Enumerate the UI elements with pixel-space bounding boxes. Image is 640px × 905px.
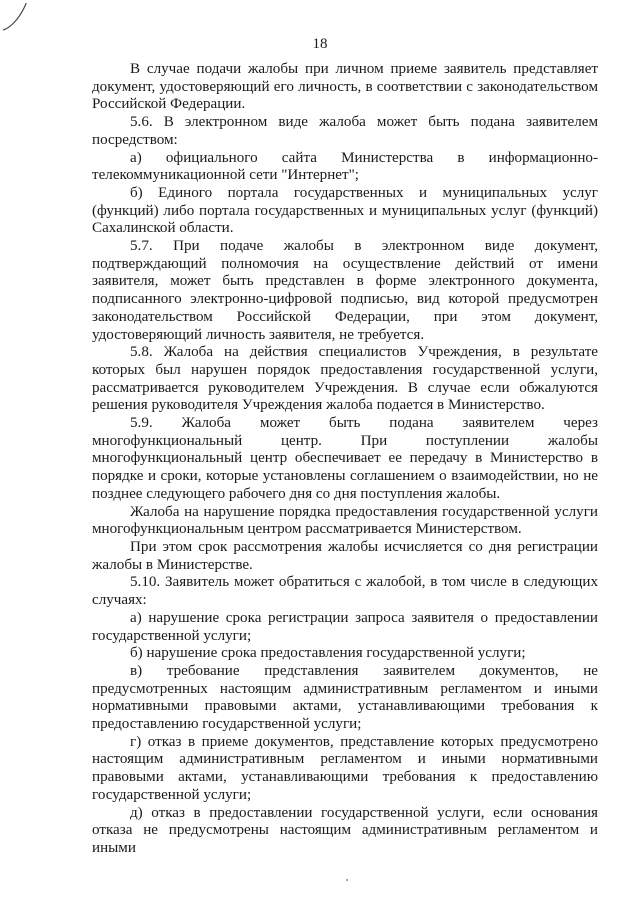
paragraph-5-10-b: б) нарушение срока предоставления государственной услуги;: [130, 645, 526, 662]
paragraph-5-8: 5.8. Жалоба на действия специалистов Учреждения, в результате которых был нарушен порядок предоставления государственной услуги, рассматривается руководителем Учреждения. В случае если обжалуются решения руководителя Учреждения жалоба подается в Министерство.: [92, 344, 598, 414]
paragraph-5-10-d: д) отказ в предоставлении государственной услуги, если основания отказа не предусмотрены настоящим административным регламентом и иными: [92, 804, 598, 856]
scan-speck: [346, 879, 348, 881]
paragraph-mfc-complaint: Жалоба на нарушение порядка предоставления государственной услуги многофункциональным центром рассматривается Министерством.: [92, 503, 598, 538]
paragraph-5-10: 5.10. Заявитель может обратиться с жалобой, в том числе в следующих случаях:: [92, 574, 598, 609]
paragraph-5-6-a: а) официального сайта Министерства в информационно-телекоммуникационной сети "Интернет";: [92, 149, 598, 184]
page-number: 18: [312, 36, 328, 52]
paragraph-5-9: 5.9. Жалоба может быть подана заявителем через многофункциональный центр. При поступлении жалобы многофункциональный центр обеспечивает ее передачу в Министерство в порядке и сроки, которые установлены соглашением о взаимодействии, но не позднее следующего рабочего дня со дня поступления жалобы.: [92, 415, 598, 502]
pen-stroke-mark: [2, 2, 30, 34]
paragraph-5-10-a: а) нарушение срока регистрации запроса заявителя о предоставлении государственной услуги;: [92, 609, 598, 644]
paragraph-personal-complaint: В случае подачи жалобы при личном приеме заявитель представляет документ, удостоверяющий его личность, в соответствии с законодательством Российской Федерации.: [92, 61, 598, 113]
paragraph-5-10-g: г) отказ в приеме документов, представление которых предусмотрено настоящим административным регламентом и иными нормативными правовыми актами, устанавливающими требования к предоставлению государственной услуги;: [92, 733, 598, 803]
paragraph-5-6: 5.6. В электронном виде жалоба может быть подана заявителем посредством:: [92, 114, 598, 148]
document-body: [92, 61, 598, 858]
paragraph-5-6-b: б) Единого портала государственных и муниципальных услуг (функций) либо портала государственных и муниципальных услуг (функций) Сахалинской области.: [92, 184, 598, 237]
paragraph-5-7: 5.7. При подаче жалобы в электронном виде документ, подтверждающий полномочия на осуществление действий от имени заявителя, может быть представлен в форме электронного документа, подписанного электронно-цифровой подписью, вид которой предусмотрен законодательством Российской Федерации, при этом документ, удостоверяющий личность заявителя, не требуется.: [92, 238, 598, 343]
paragraph-5-10-v: в) требование представления заявителем документов, не предусмотренных настоящим административным регламентом и иными нормативными правовыми актами, устанавливающими требования к предоставлению государственной услуги;: [92, 662, 598, 733]
paragraph-review-period: При этом срок рассмотрения жалобы исчисляется со дня регистрации жалобы в Министерстве.: [92, 538, 598, 573]
